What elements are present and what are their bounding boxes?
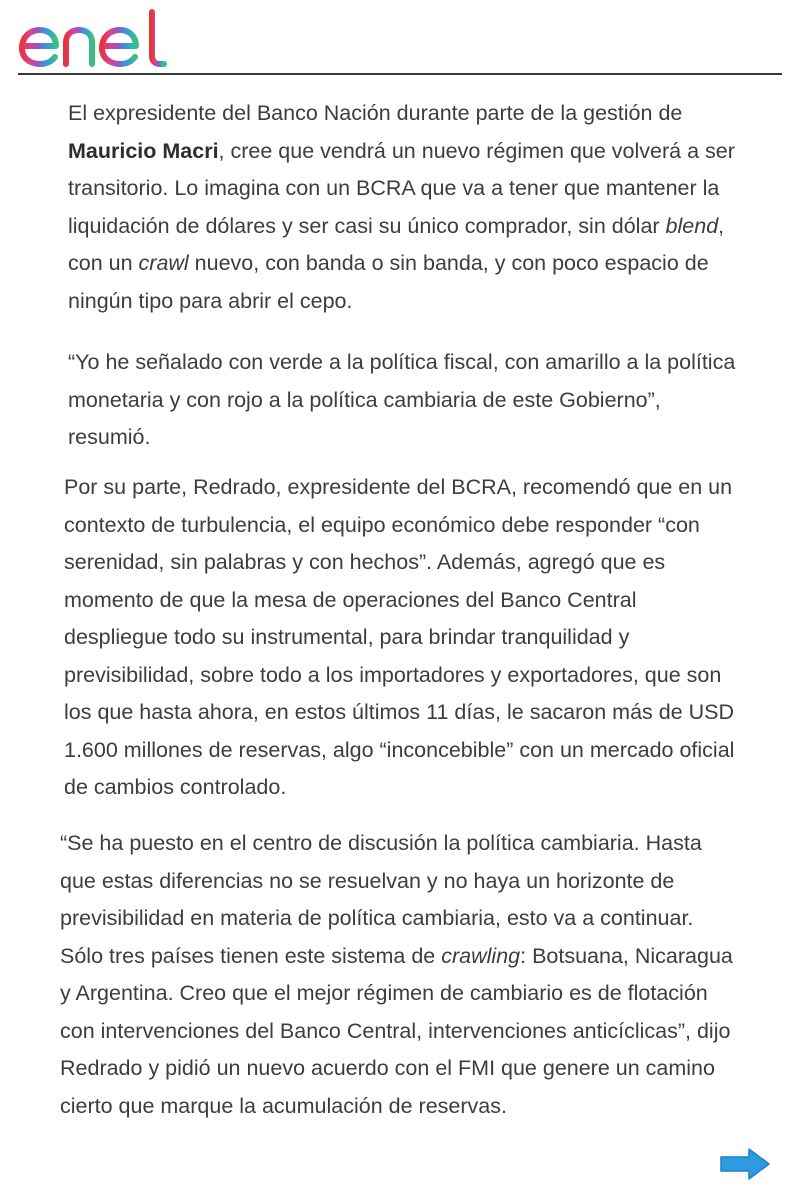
text-fragment: con un	[68, 251, 139, 275]
person-name-bold: Mauricio Macri	[68, 138, 219, 163]
text-line: 1.600 millones de reservas, algo “inconcebible” con un mercado oficial	[64, 737, 735, 762]
text-line: serenidad, sin palabras y con hechos”. Además, agregó que es	[64, 550, 666, 574]
text-line: ningún tipo para abrir el cepo.	[68, 288, 353, 313]
text-line	[68, 208, 735, 246]
text-line: monetaria y con rojo a la política cambiaria de este Gobierno”,	[68, 387, 661, 412]
arrow-right-icon[interactable]	[718, 1146, 772, 1182]
article-paragraph-3	[64, 469, 734, 807]
text-fragment: nuevo, con banda o sin banda, y con poco espacio de	[188, 251, 709, 275]
italic-term: crawl	[138, 251, 189, 275]
text-line: “Se ha puesto en el centro de discusión la política cambiaria. Hasta	[60, 831, 702, 855]
text-line: despliegue todo su instrumental, para brindar tranquilidad y	[64, 625, 630, 649]
text-line: y Argentina. Creo que el mejor régimen de cambiario es de flotación	[60, 981, 708, 1005]
italic-term: crawling	[441, 943, 521, 968]
text-fragment: ,	[718, 213, 725, 238]
text-fragment: , cree que vendrá un nuevo régimen que volverá a ser	[218, 138, 735, 163]
text-line: los que hasta ahora, en estos últimos 11 días, le sacaron más de USD	[64, 700, 735, 724]
text-line: previsibilidad en materia de política cambiaria, esto va a continuar.	[60, 906, 694, 930]
text-line: cierto que marque la acumulación de reservas.	[60, 1093, 507, 1118]
arrow-shape	[721, 1149, 769, 1179]
text-line: El expresidente del Banco Nación durante parte de la gestión de	[68, 101, 683, 125]
text-line: Por su parte, Redrado, expresidente del BCRA, recomendó que en un	[64, 475, 733, 499]
text-line	[60, 938, 733, 976]
text-fragment: Sólo tres países tienen este sistema de	[60, 943, 442, 968]
text-line: transitorio. Lo imagina con un BCRA que va a tener que mantener la	[68, 176, 720, 200]
article-paragraph-2	[68, 344, 735, 457]
text-line: contexto de turbulencia, el equipo económico debe responder “con	[64, 512, 700, 537]
article-paragraph-1	[68, 95, 735, 320]
text-fragment: liquidación de dólares y ser casi su único comprador, sin dólar	[68, 213, 666, 238]
text-line: que estas diferencias no se resuelvan y no haya un horizonte de	[60, 868, 675, 893]
text-line: resumió.	[68, 425, 151, 449]
text-line: de cambios controlado.	[64, 775, 287, 799]
text-fragment: : Botsuana, Nicaragua	[520, 943, 733, 968]
italic-term: blend	[665, 213, 719, 238]
text-line: previsibilidad, sobre todo a los importadores y exportadores, que son	[64, 662, 722, 687]
text-line	[68, 245, 735, 283]
text-line: momento de que la mesa de operaciones del Banco Central	[64, 587, 637, 612]
text-line: Redrado y pidió un nuevo acuerdo con el FMI que genere un camino	[60, 1056, 715, 1080]
article-paragraph-4	[60, 825, 733, 1125]
text-line: “Yo he señalado con verde a la política fiscal, con amarillo a la política	[68, 350, 736, 374]
text-line	[68, 133, 735, 171]
header-divider	[18, 73, 782, 75]
text-line: con intervenciones del Banco Central, intervenciones anticíclicas”, dijo	[60, 1018, 731, 1043]
enel-logo[interactable]	[16, 6, 176, 70]
header	[0, 0, 800, 76]
